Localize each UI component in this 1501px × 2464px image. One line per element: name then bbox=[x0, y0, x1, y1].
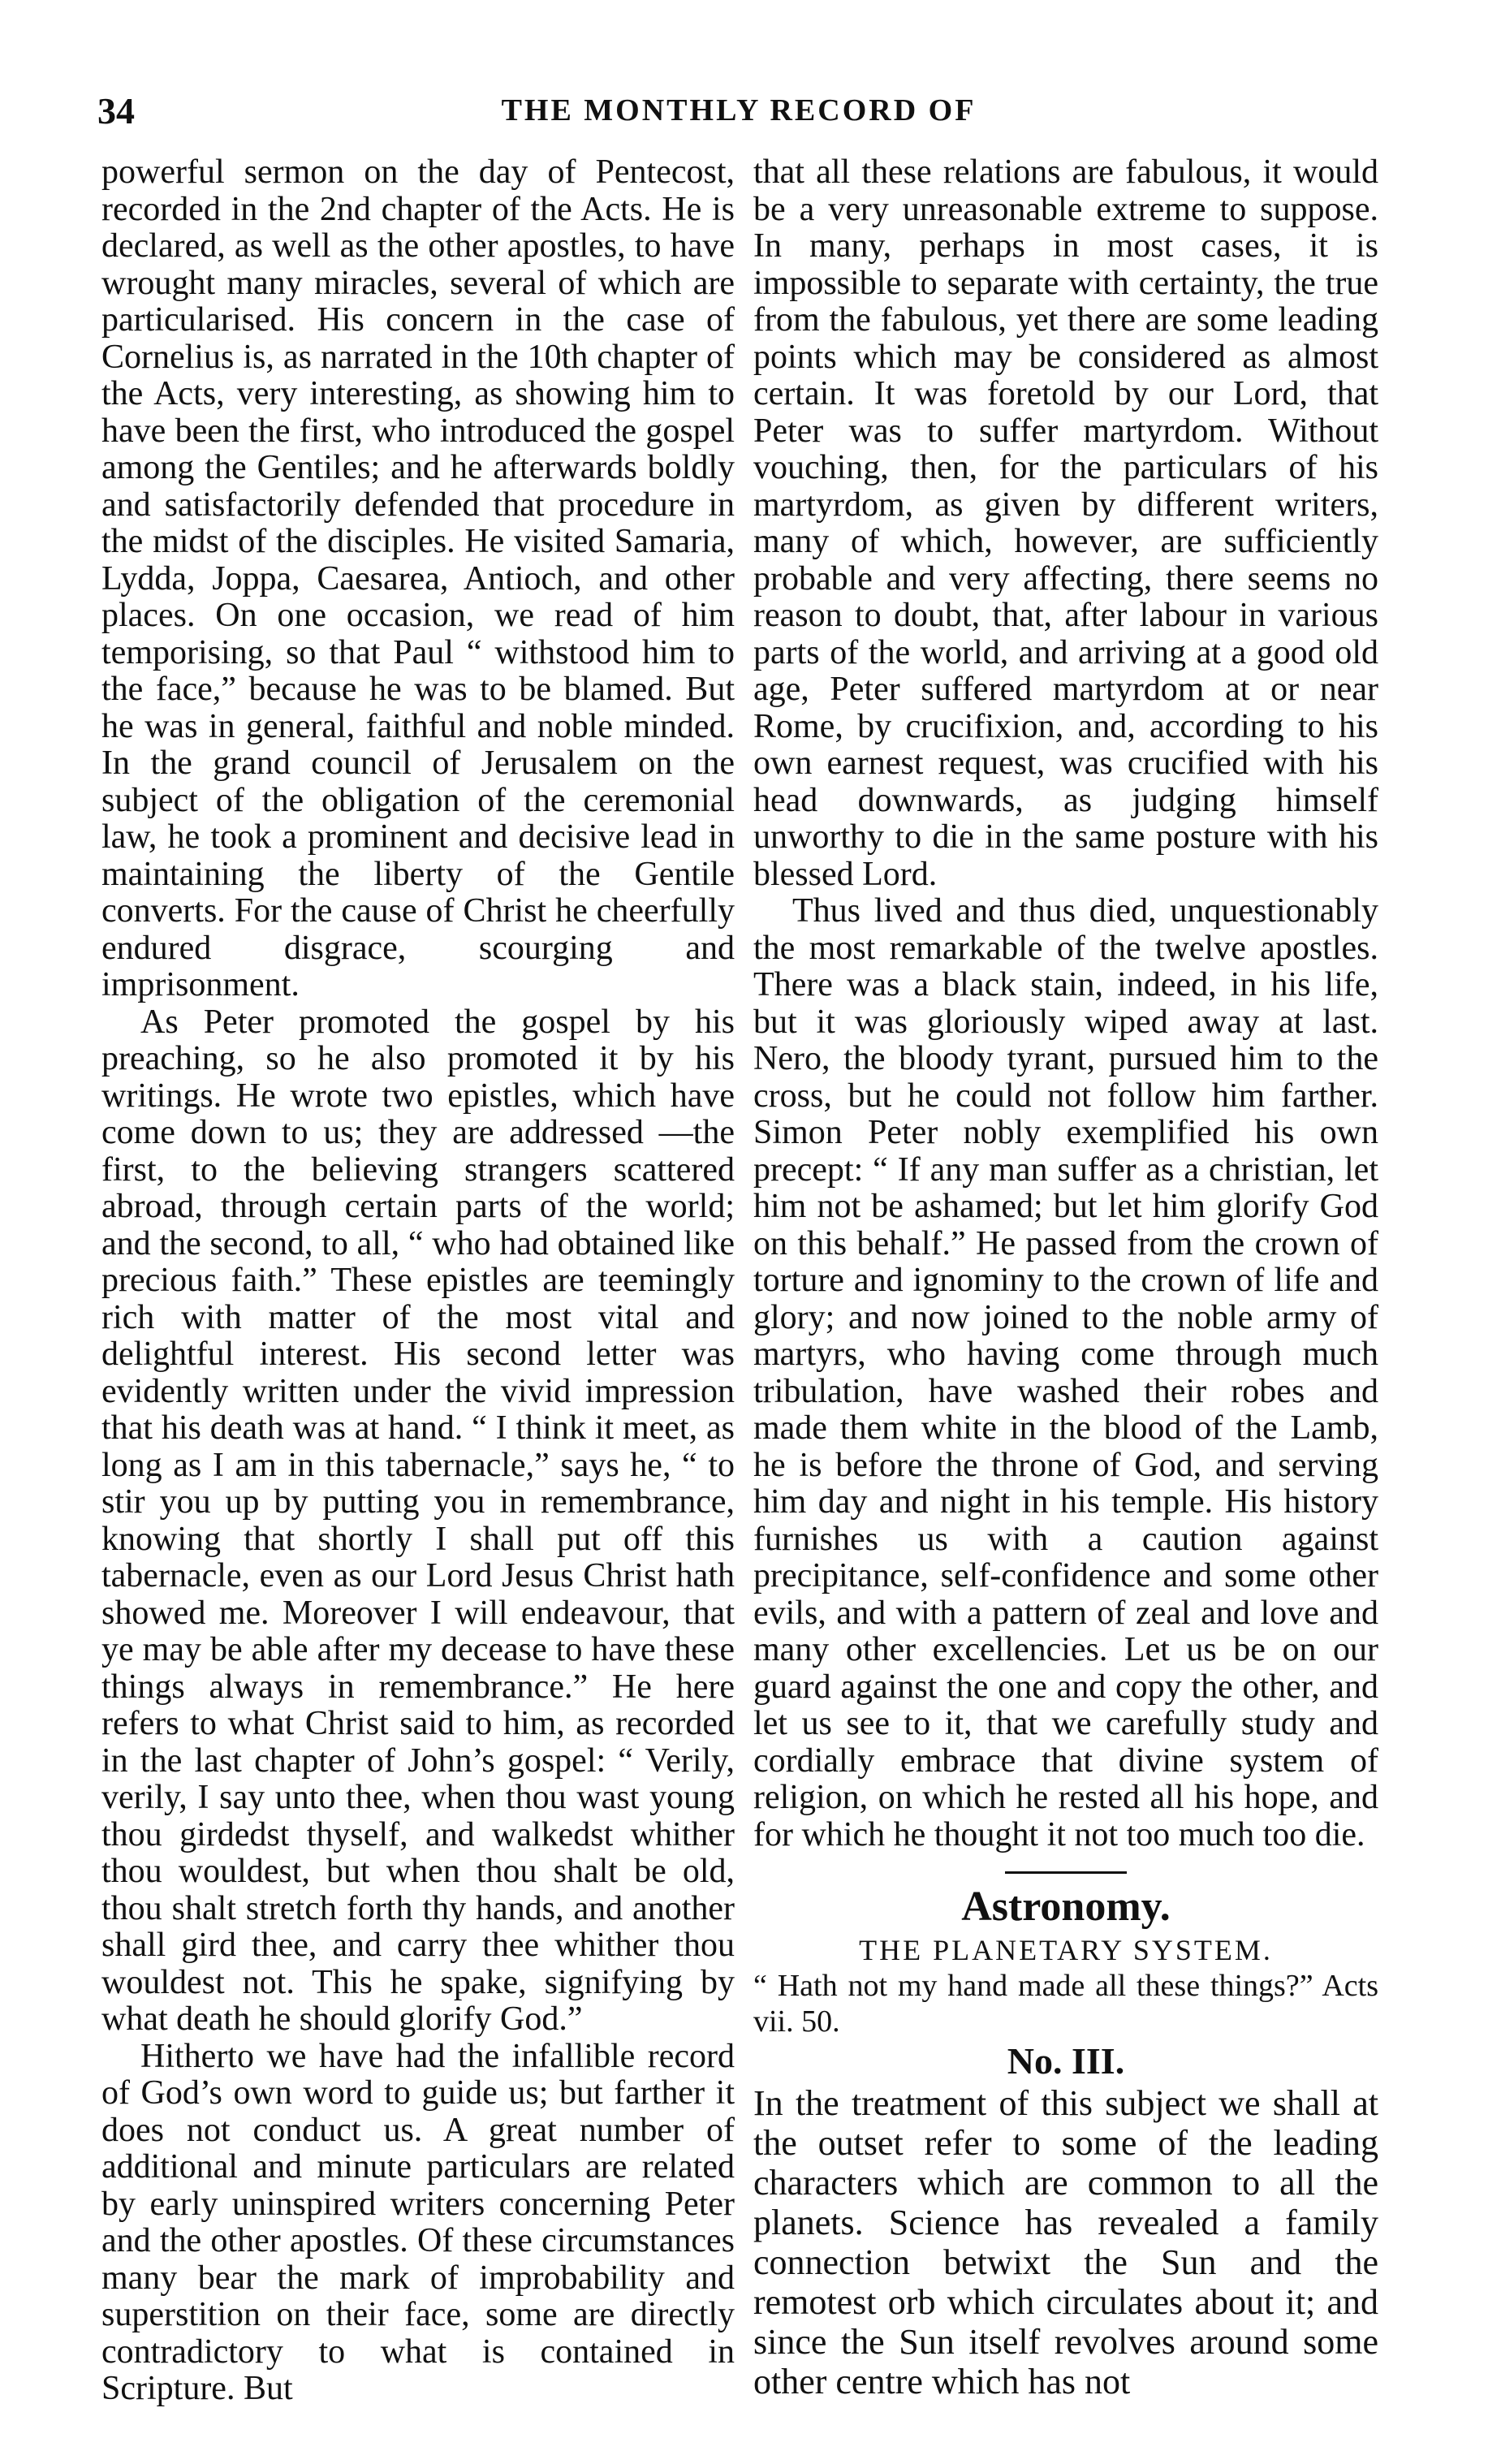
left-paragraph-2: As Peter promoted the gospel by his preaching, so he also promoted it by his writings. He wrote two epistles, which have come down to us; they are addressed —the first, to the believing strangers scattered abroad, through certain parts of the world; and the second, to all, “ who had obtained like precious faith.” These epistles are teemingly rich with matter of the most vital and delightful interest. His second letter was evidently written under the vivid impression that his death was at hand. “ I think it meet, as long as I am in this tabernacle,” says he, “ to stir you up by putting you in remembrance, knowing that shortly I shall put off this tabernacle, even as our Lord Jesus Christ hath showed me. Moreover I will endeavour, that ye may be able after my decease to have these things always in remembrance.” He here refers to what Christ said to him, as recorded in the last chapter of John’s gospel: “ Verily, verily, I say unto thee, when thou wast young thou girdedst thyself, and walkedst whither thou wouldest, but when thou shalt be old, thou shalt stretch forth thy hands, and another shall gird thee, and carry thee whither thou wouldest not. This he spake, signifying by what death he should glorify God.” bbox=[101, 1003, 735, 2038]
part-number: No. III. bbox=[1007, 2040, 1125, 2082]
section-divider bbox=[1005, 1871, 1127, 1874]
section-title: Astronomy. bbox=[961, 1884, 1171, 1930]
left-paragraph-1: powerful sermon on the day of Pentecost, recorded in the 2nd chapter of the Acts. He is declared, as well as the other apostles, to have wrought many miracles, several of which are particularised. His concern in the case of Cornelius is, as narrated in the 10th chapter of the Acts, very interesting, as showing him to have been the first, who introduced the gospel among the Gentiles; and he afterwards boldly and satisfactorily defended that procedure in the midst of the disciples. He visited Samaria, Lydda, Joppa, Caesarea, Antioch, and other places. On one occasion, we read of him temporising, so that Paul “ withstood him to the face,” because he was to be blamed. But he was in general, faithful and noble minded. In the grand council of Jerusalem on the subject of the obligation of the ceremonial law, he took a prominent and decisive lead in maintaining the liberty of the Gentile converts. For the cause of Christ he cheerfully endured disgrace, scourging and imprisonment. bbox=[101, 153, 735, 1003]
page-header bbox=[97, 89, 1380, 146]
right-paragraph-1: that all these relations are fabulous, it would be a very unreasonable extreme to suppose. In many, perhaps in most cases, it is impossible to separate with certainty, the true from the fabulous, yet there are some leading points which may be considered as almost certain. It was foretold by our Lord, that Peter was to suffer martyrdom. Without vouching, then, for the particulars of his martyrdom, as given by different writers, many of which, however, are sufficiently probable and very affecting, there seems no reason to doubt, that, after labour in various parts of the world, and arriving at a good old age, Peter suffered martyrdom at or near Rome, by crucifixion, and, according to his own earnest request, was crucified with his head downwards, as judging himself unworthy to die in the same posture with his blessed Lord. bbox=[753, 153, 1378, 893]
running-title: THE MONTHLY RECORD OF bbox=[501, 93, 977, 127]
left-paragraph-3: Hitherto we have had the infallible record of God’s own word to guide us; but farther it does not conduct us. A great number of additional and minute particulars are related by early uninspired writers concerning Peter and the other apostles. Of these circumstances many bear the mark of improbability and superstition on their face, some are directly contradictory to what is contained in Scripture. But bbox=[101, 2037, 735, 2407]
right-paragraph-2: Thus lived and thus died, unquestionably the most remarkable of the twelve apostles. There was a black stain, indeed, in his life, but it was gloriously wiped away at last. Nero, the bloody tyrant, pursued him to the cross, but he could not follow him farther. Simon Peter nobly exemplified his own precept: “ If any man suffer as a christian, let him not be ashamed; but let him glorify God on this behalf.” He passed from the crown of torture and ignominy to the crown of life and glory; and now joined to the noble army of martyrs, who having come through much tribulation, have washed their robes and made them white in the blood of the Lamb, he is before the throne of God, and serving him day and night in his temple. His history furnishes us with a caution against precipitance, self-confidence and some other evils, and with a pattern of zeal and love and many other excellencies. Let us be on our guard against the one and copy the other, and let us see to it, that we carefully study and cordially embrace that divine system of religion, on which he rested all his hope, and for which he thought it not too much too die. bbox=[753, 892, 1378, 1853]
right-column bbox=[753, 154, 1378, 2401]
section-subtitle: THE PLANETARY SYSTEM. bbox=[859, 1934, 1273, 1966]
right-paragraph-3: In the treatment of this subject we shall at the outset refer to some of the leading characters which are common to all the planets. Science has revealed a family connection betwixt the Sun and the remotest orb which circulates about it; and since the Sun itself revolves around some other centre which has not bbox=[753, 2083, 1378, 2401]
epigraph: “ Hath not my hand made all these things?” Acts vii. 50. bbox=[753, 1969, 1378, 2039]
page-number: 34 bbox=[97, 90, 135, 132]
left-column bbox=[101, 154, 735, 2408]
